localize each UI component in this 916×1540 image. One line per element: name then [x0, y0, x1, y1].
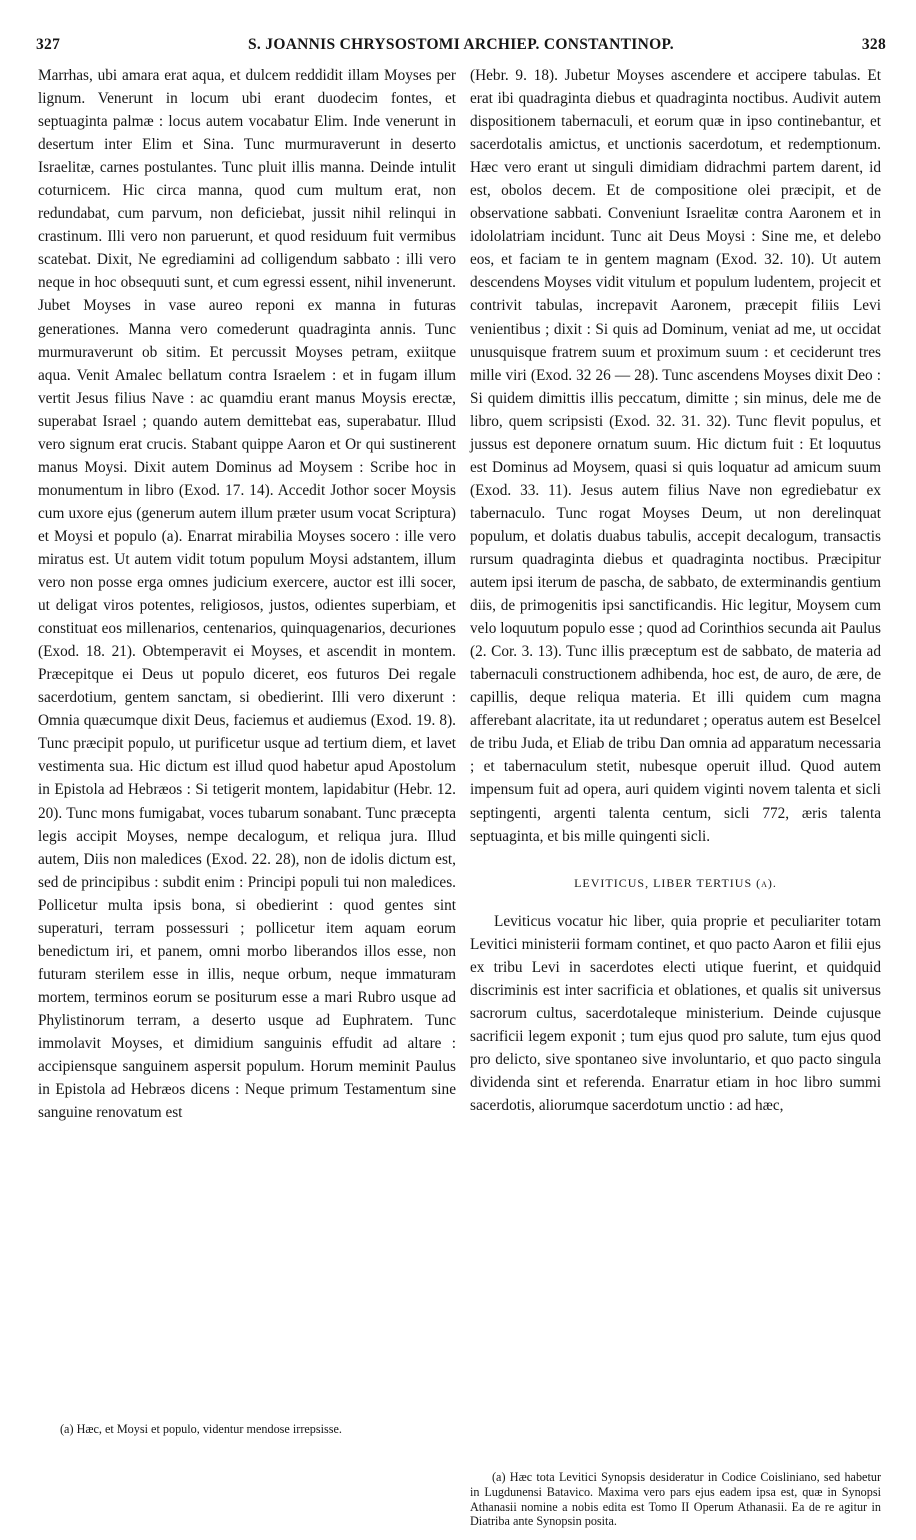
right-footnote	[470, 1470, 881, 1529]
page-number-right: 328	[861, 36, 886, 53]
left-footnote-text: (a) Hæc, et Moysi et populo, videntur mendose irrepsisse.	[60, 1422, 342, 1436]
section-heading-leviticus: LEVITICUS, LIBER TERTIUS (a).	[574, 875, 777, 890]
right-column-text-2: Leviticus vocatur hic liber, quia proprie et peculiariter totam Levitici ministerii formam continet, et quo pacto Aaron et filii ejus ex tribu Levi in sacerdotes electi utique fuerint, et quidquid discriminis est inter sacrificia et oblationes, et qualis sit universus sacrorum cultus, sacerdotaleque ministerium. Deinde cujusque sacrificii legem exponit ; tum ejus quod pro salute, tum ejus quod pro delicto, sive spontaneo sive involuntario, et quo pacto singula dividenda sint et referenda. Enarratur etiam in hoc libro summi sacerdotis, aliorumque sacerdotum unctio : ad hæc,	[470, 912, 881, 1115]
right-column	[470, 64, 881, 1117]
left-footnote	[38, 1422, 456, 1437]
page-number-left: 327	[36, 36, 61, 53]
left-column	[38, 64, 456, 1124]
running-header	[36, 36, 886, 60]
right-footnote-text: (a) Hæc tota Levitici Synopsis desideratur in Codice Coisliniano, sed habetur in Lugdunensi Batavico. Maxima vero pars ejus eadem ipsa est, quæ in Synopsi Athanasii nomine a nobis edita est Tomo II Operum Athanasii. Ea de re agitur in Diatriba ante Synopsin posita.	[470, 1470, 881, 1529]
running-title: S. JOANNIS CHRYSOSTOMI ARCHIEP. CONSTANTINOP.	[248, 36, 674, 53]
right-column-text-1: (Hebr. 9. 18). Jubetur Moyses ascendere et accipere tabulas. Et erat ibi quadraginta diebus et quadraginta noctibus. Audivit autem dispositionem tabernaculi, et eorum quæ in ipso continebantur, et sacerdotalis amictus, et unctionis sacerdotum, et redemptionum. Hæc vero erant ut singuli dimidiam didrachmi partem darent, id est, obolos decem. Et de compositione olei præcipit, et de observatione sabbati. Conveniunt Israelitæ contra Aaronem et in idololatriam incidunt. Tunc ait Deus Moysi : Sine me, et delebo eos, et faciam te in gentem magnam (Exod. 32. 10). Ut autem descendens Moyses vidit vitulum et populum ludentem, projecit et contrivit tabulas, increpavit Aaronem, præcepit filiis Levi venientibus ; dixit : Si quis ad Dominum, veniat ad me, ut occidat unusquisque fratrem suum et proximum suum : et ceciderunt tres mille viri (Exod. 32 26 — 28). Tunc ascendens Moyses dixit Deo : Si quidem dimittis illis peccatum, dimitte ; sin minus, dele me de libro, quem scripsisti (Exod. 32. 31. 32). Tunc flevit populus, et jussus est deponere ornatum suum. Hic dictum fuit : Et loquutus est Dominus ad Moysem, quasi si quis loquatur ad amicum suum (Exod. 33. 11). Jesus autem filius Nave non egrediebatur ex tabernaculo. Tunc rogat Moyses Deum, ut non derelinquat populum, et dolatis duabus tabulis, accepit decalogum, transactis rursum quadraginta diebus et quadraginta noctibus. Præcipitur autem ipsi iterum de pascha, de sabbato, de exterminandis gentium diis, de primogenitis ipsi sanctificandis. Hic legitur, Moysem cum velo loquutum populo esse ; quod ad Corinthios secunda ait Paulus (2. Cor. 3. 13). Tunc illis præceptum est de sabbato, de materia ad tabernaculi constructionem adhibenda, hoc est, de auro, de ære, de capillis, deque reliqua materia. Et illi quidem cum magna afferebant alacritate, ita ut redundaret ; operatus autem est Beselcel de tribu Juda, et Eliab de tribu Dan omnia ad apparatum necessaria ; et tabernaculum stetit, nubesque operuit illud. Quod autem impensum fuit ad opera, auri quidem viginti novem talenta et sicli septingenti, argenti talenta centum, sicli 772, æris talenta septuaginta, et bis mille quingenti sicli.	[470, 67, 881, 845]
left-column-text: Marrhas, ubi amara erat aqua, et dulcem reddidit illam Moyses per lignum. Venerunt in locum ubi erant duodecim fontes, et septuaginta palmæ : locus autem vocabatur Elim. Inde venerunt in desertum inter Elim et Sina. Tunc murmuraverunt in deserto Israelitæ, carnes postulantes. Tunc pluit illis manna. Deinde intulit coturnicem. Hic circa manna, quod cum multum erat, non redundabat, cum parvum, non deficiebat, jussit nihil relinqui in crastinum. Illi vero non paruerunt, et quod residuum fuit vermibus scatebat. Dixit, Ne egrediamini ad colligendum sabbato : illi vero neque in hoc obsequuti sunt, et cum egressi essent, nihil invenerunt. Jubet Moyses in vase aureo reponi ex manna in futuras generationes. Manna vero comederunt quadraginta annis. Tunc murmuraverunt ob sitim. Et percussit Moyses petram, exiitque aqua. Venit Amalec bellatum contra Israelem : et in fugam illum vertit Jesus filius Nave : ac quamdiu erant manus Moysis erectæ, superabat Israel ; quando autem demittebat eas, superabatur. Illud vero signum erat crucis. Stabant quippe Aaron et Or qui sustinerent manus Moysi. Dixit autem Dominus ad Moysem : Scribe hoc in monumentum in libro (Exod. 17. 14). Accedit Jothor socer Moysis cum uxore ejus (generum autem illum præter usum vocat Scriptura) et Moysi et populo (a). Enarrat mirabilia Moyses socero : ille vero miratus est. Ut autem vidit totum populum Moysi adstantem, illum vero non posse erga omnes judicium exercere, auctor est illi socer, ut deligat viros potentes, religiosos, justos, odientes superbiam, et constituat eos millenarios, centenarios, quinquagenarios, decuriones (Exod. 18. 21). Obtemperavit ei Moyses, et ascendit in montem. Præcepitque ei Deus ut populo diceret, eos futuros Dei regale sacerdotium, gentem sanctam, si obedierint. Illi vero dixerunt : Omnia quæcumque dixit Deus, faciemus et audiemus (Exod. 19. 8). Tunc præcipit populo, ut purificetur usque ad tertium diem, et lavet vestimenta sua. Hic dictum est illud quod habetur apud Apostolum in Epistola ad Hebræos : Si tetigerit montem, lapidabitur (Hebr. 12. 20). Tunc mons fumigabat, voces tubarum sonabant. Tunc præcepta legis accipit Moyses, nempe decalogum, et reliqua jura. Illud autem, Diis non maledices (Exod. 22. 28), non de idolis dictum est, sed de principibus : subdit enim : Principi populi tui non maledices. Pollicetur multa ipsis bona, si obedierint : quod gentes sint superaturi, terram possessuri ; pollicetur item aquam eorum benedictum iri, et panem, omni morbo liberandos illos esse, non futuram sterilem esse in illis, neque orbum, neque immaturam mortem, terminos eorum se positurum esse a mari Rubro usque ad Phylistinorum terram, a deserto usque ad Euphratem. Tunc immolavit Moyses, et dimidium sanguinis effudit ad altare : accipiensque sanguinem aspersit populum. Horum meminit Paulus in Epistola ad Hebræos dicens : Neque primum Testamentum sine sanguine renovatum est	[38, 67, 456, 1122]
